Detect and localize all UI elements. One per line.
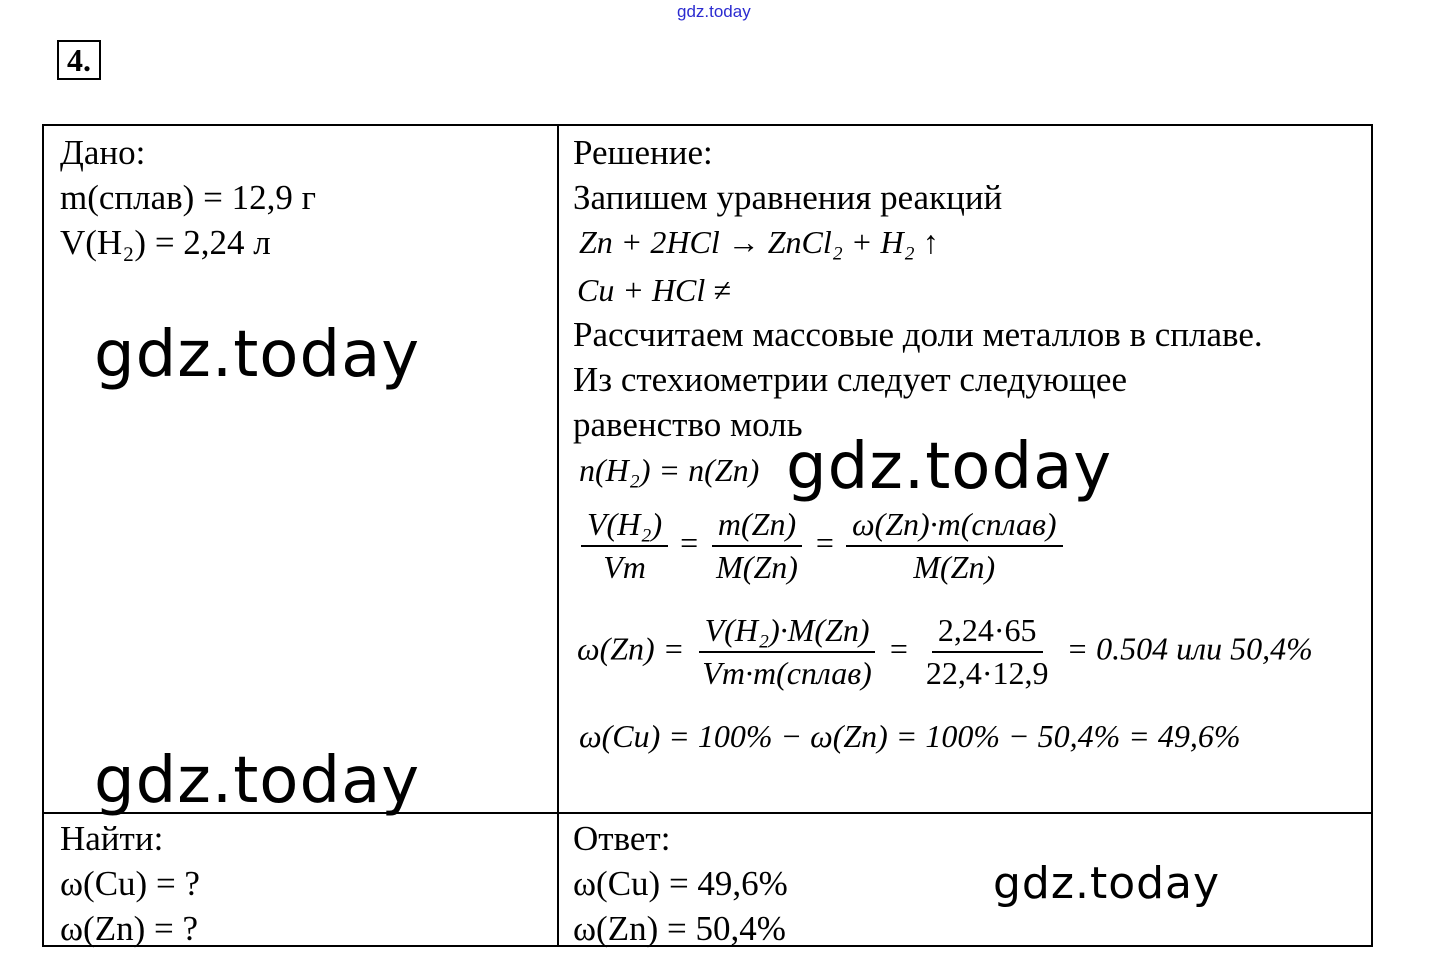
fraction-denominator: Vm·m(сплав)	[702, 655, 872, 691]
fraction-v-over-vm	[581, 506, 668, 586]
fraction-numerator: V(H₂)	[581, 506, 668, 547]
solution-explanation	[573, 312, 1263, 447]
given-cell	[60, 130, 316, 265]
fraction-numerator: 2,24·65	[932, 612, 1043, 653]
solution-cell	[573, 130, 1363, 220]
answer-zn: ω(Zn) = 50,4%	[573, 909, 786, 948]
find-heading: Найти:	[60, 819, 164, 858]
fraction-numerator: m(Zn)	[712, 506, 802, 547]
equation-moles: n(H₂) = n(Zn)	[579, 452, 760, 488]
solution-heading: Решение:	[573, 133, 713, 172]
fraction-general	[696, 612, 878, 692]
given-heading: Дано:	[60, 133, 146, 172]
fraction-numerator: ω(Zn)·m(сплав)	[846, 506, 1063, 547]
equation-omega-cu: ω(Cu) = 100% − ω(Zn) = 100% − 50,4% = 49,6%	[579, 718, 1241, 754]
watermark: gdz.today	[786, 430, 1113, 504]
fraction-denominator: M(Zn)	[716, 549, 798, 585]
find-cell	[60, 816, 200, 951]
omega-zn-lhs: ω(Zn) =	[577, 630, 685, 667]
task-number: 4.	[57, 40, 101, 80]
watermark: gdz.today	[993, 858, 1221, 909]
solution-text-reactions: Запишем уравнения реакций	[573, 178, 1003, 217]
top-watermark: gdz.today	[677, 2, 751, 21]
column-divider	[557, 126, 559, 945]
solution-text-fractions: Рассчитаем массовые доли металлов в сплаве.	[573, 315, 1263, 354]
watermark: gdz.today	[94, 318, 421, 392]
answer-cell	[573, 816, 788, 951]
fraction-m-over-M	[710, 506, 804, 586]
fraction-denominator: Vm	[603, 549, 646, 585]
watermark: gdz.today	[94, 744, 421, 818]
solution-text-stoich: Из стехиометрии следует следующее	[573, 360, 1127, 399]
equation-cu-hcl: Cu + HCl ≠	[577, 272, 731, 308]
omega-zn-result: = 0.504 или 50,4%	[1066, 630, 1313, 667]
equation-ratios: $\frac{\text{V(H₂)}}{Vm}$ = $\frac{m(Zn)}{M(Zn)}$ = $\frac{\text{ω(Zn)·m(сплав)}}{M(Zn)}$	[577, 506, 1067, 586]
given-volume: V(H₂) = 2,24 л	[60, 223, 271, 262]
solution-text-moles: равенство моль	[573, 405, 803, 444]
fraction-denominator: 22,4·12,9	[925, 655, 1049, 691]
answer-heading: Ответ:	[573, 819, 671, 858]
fraction-omega-m-over-M	[846, 506, 1063, 586]
fraction-numeric	[920, 612, 1055, 692]
find-zn: ω(Zn) = ?	[60, 909, 199, 948]
solution-table	[42, 124, 1373, 947]
fraction-numerator: V(H₂)·M(Zn)	[699, 612, 876, 653]
answer-cu: ω(Cu) = 49,6%	[573, 864, 788, 903]
equation-omega-zn: ω(Zn) = $\frac{\text{V(H₂)·M(Zn)}}{\text{Vm·m(сплав)}}$ = $\frac{2,24\cdot 65}{22,4\cdot 12,9}$ = 0.504 или 50,4%	[577, 612, 1313, 691]
given-mass: m(сплав) = 12,9 г	[60, 178, 316, 217]
fraction-denominator: M(Zn)	[913, 549, 996, 585]
equation-zn-hcl: Zn + 2HCl → ZnCl₂ + H₂ ↑	[579, 224, 939, 260]
find-cu: ω(Cu) = ?	[60, 864, 200, 903]
